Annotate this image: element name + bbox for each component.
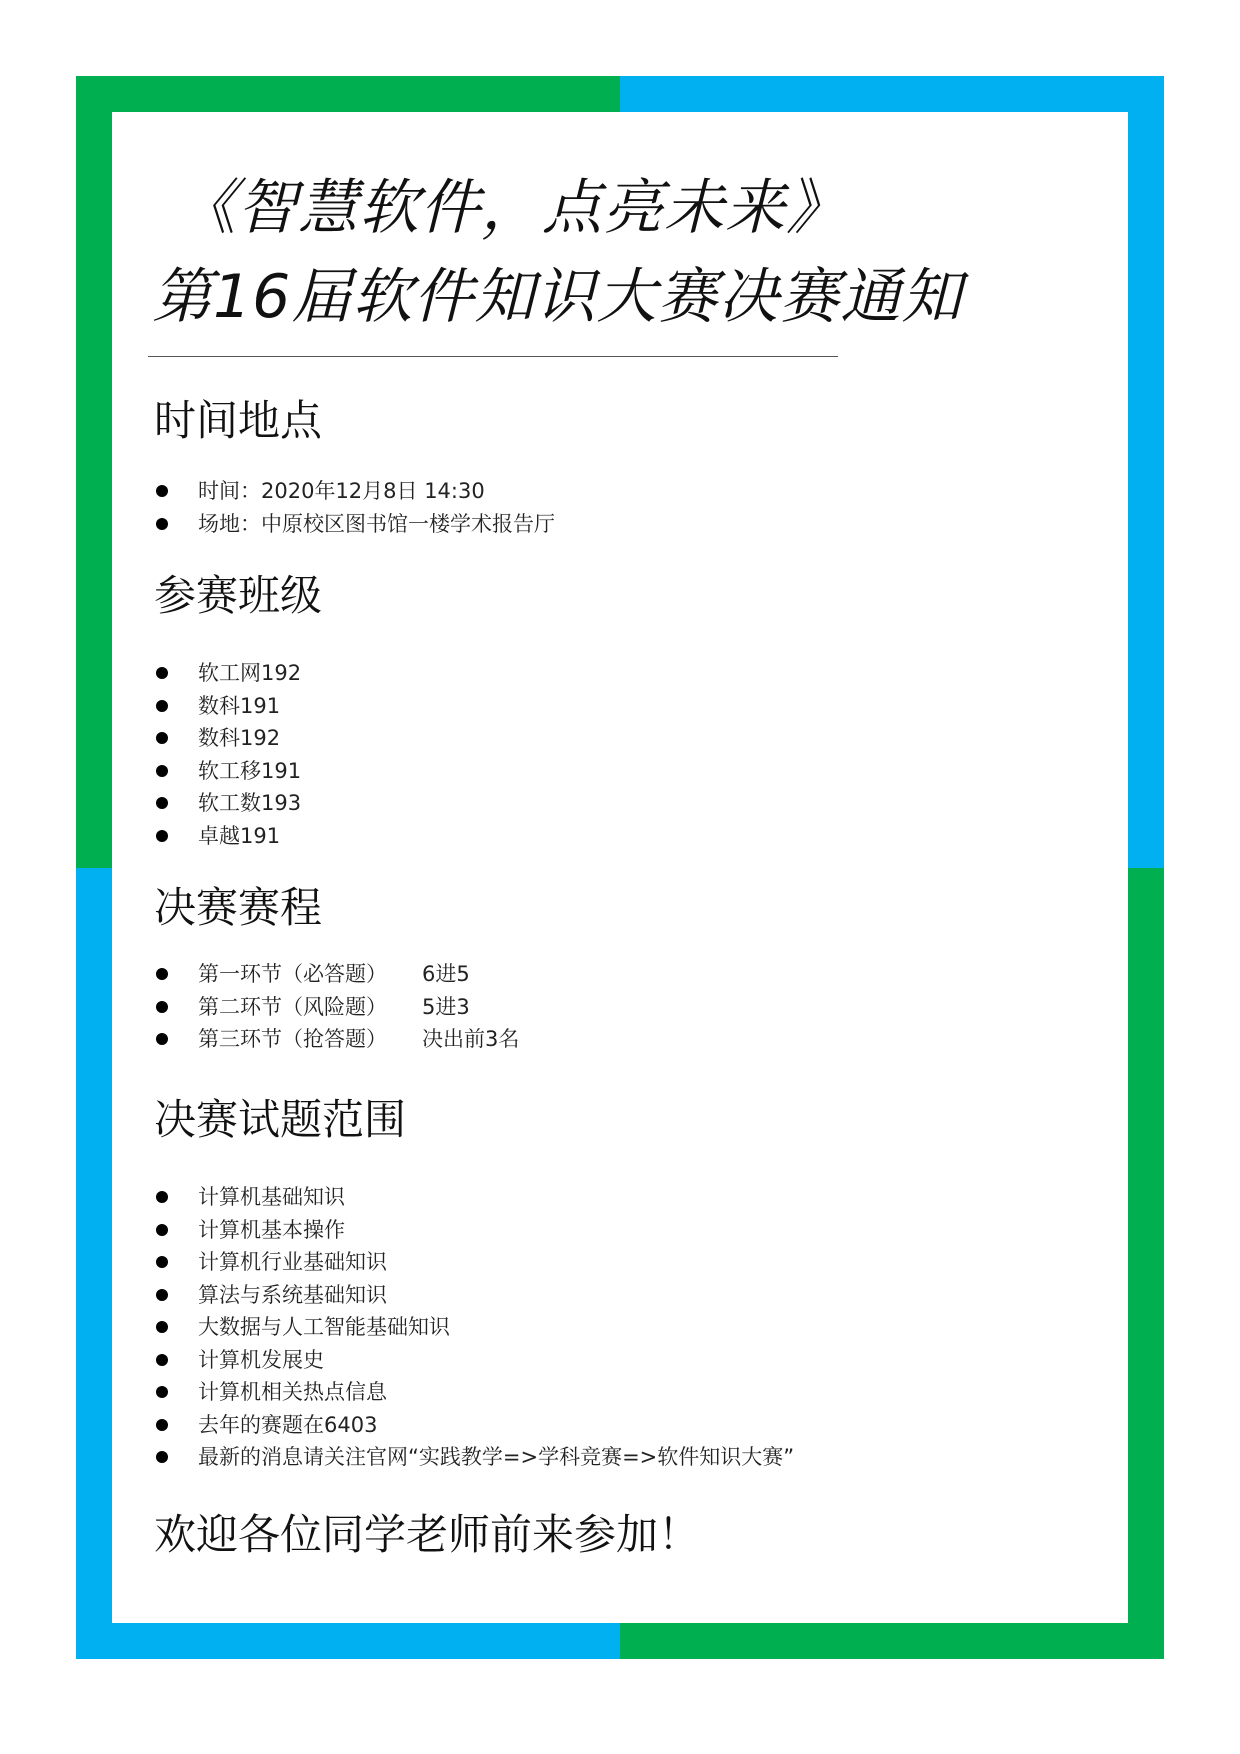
scope-item: 大数据与人工智能基础知识	[198, 1315, 450, 1339]
bullet-icon	[156, 485, 168, 497]
title-line-2: 第16届软件知识大赛决赛通知	[152, 261, 963, 332]
scope-item: 计算机基础知识	[198, 1185, 345, 1209]
bullet-icon	[156, 1191, 168, 1203]
title-divider	[148, 356, 838, 357]
list-item	[154, 958, 1094, 991]
bullet-icon	[156, 797, 168, 809]
round-name: 第三环节（抢答题）	[198, 1027, 387, 1051]
class-name: 数科192	[198, 726, 281, 750]
bullet-icon	[156, 1001, 168, 1013]
scope-item: 去年的赛题在6403	[198, 1412, 378, 1437]
list-item	[154, 1441, 1094, 1474]
classes-heading: 参赛班级	[154, 571, 323, 620]
list-item	[154, 1214, 1094, 1247]
scope-item: 计算机发展史	[198, 1347, 324, 1372]
bullet-icon	[156, 700, 168, 712]
bullet-icon	[156, 830, 168, 842]
bullet-icon	[156, 1289, 168, 1301]
scope-item: 计算机基本操作	[198, 1217, 345, 1242]
scope-section	[154, 1095, 1094, 1474]
list-item	[154, 991, 1094, 1024]
list-item	[154, 1376, 1094, 1409]
class-name: 软工数193	[198, 791, 302, 815]
list-item	[154, 1023, 1094, 1056]
list-item	[154, 1409, 1094, 1442]
class-name: 数科191	[198, 693, 281, 718]
bullet-icon	[156, 968, 168, 980]
class-name: 卓越191	[198, 823, 281, 848]
scope-heading: 决赛试题范围	[154, 1095, 407, 1144]
classes-section	[154, 571, 1094, 852]
venue-text: 场地：中原校区图书馆一楼学术报告厅	[198, 511, 555, 536]
list-item	[154, 1279, 1094, 1312]
bullet-icon	[156, 518, 168, 530]
class-name: 软工网192	[198, 661, 302, 685]
time-place-list	[154, 475, 1094, 540]
schedule-section	[154, 883, 1094, 1056]
bullet-icon	[156, 1451, 168, 1463]
class-name: 软工移191	[198, 758, 302, 783]
list-item	[154, 657, 1094, 690]
bullet-icon	[156, 765, 168, 777]
bullet-icon	[156, 667, 168, 679]
list-item	[154, 755, 1094, 788]
bullet-icon	[156, 1224, 168, 1236]
list-item	[154, 722, 1094, 755]
notice-title	[152, 164, 962, 342]
scope-item: 算法与系统基础知识	[198, 1282, 387, 1307]
bullet-icon	[156, 1321, 168, 1333]
scope-item: 计算机相关热点信息	[198, 1380, 387, 1404]
welcome-message: 欢迎各位同学老师前来参加！	[154, 1510, 701, 1559]
bullet-icon	[156, 1256, 168, 1268]
scope-item: 最新的消息请关注官网“实践教学=>学科竞赛=>软件知识大赛”	[198, 1445, 795, 1469]
time-place-section	[154, 396, 1094, 540]
scope-item: 计算机行业基础知识	[198, 1250, 387, 1274]
list-item	[154, 690, 1094, 723]
list-item	[154, 508, 1094, 541]
bullet-icon	[156, 1419, 168, 1431]
round-name: 第二环节（风险题）	[198, 994, 387, 1019]
round-result: 6进5	[422, 962, 470, 986]
classes-list	[154, 657, 1094, 852]
time-place-heading: 时间地点	[154, 396, 323, 445]
bullet-icon	[156, 1354, 168, 1366]
bullet-icon	[156, 1033, 168, 1045]
time-text: 时间：2020年12月8日 14:30	[198, 479, 485, 503]
list-item	[154, 820, 1094, 853]
schedule-heading: 决赛赛程	[154, 883, 323, 932]
schedule-list	[154, 958, 1094, 1056]
list-item	[154, 475, 1094, 508]
title-line-1: 《智慧软件，点亮未来》	[176, 173, 847, 243]
round-result: 5进3	[422, 994, 470, 1019]
round-name: 第一环节（必答题）	[198, 962, 387, 986]
list-item	[154, 1246, 1094, 1279]
round-result: 决出前3名	[422, 1027, 520, 1051]
bullet-icon	[156, 732, 168, 744]
list-item	[154, 1181, 1094, 1214]
notice-paper	[112, 112, 1128, 1623]
list-item	[154, 1311, 1094, 1344]
scope-list	[154, 1181, 1094, 1474]
list-item	[154, 1344, 1094, 1377]
bullet-icon	[156, 1386, 168, 1398]
list-item	[154, 787, 1094, 820]
